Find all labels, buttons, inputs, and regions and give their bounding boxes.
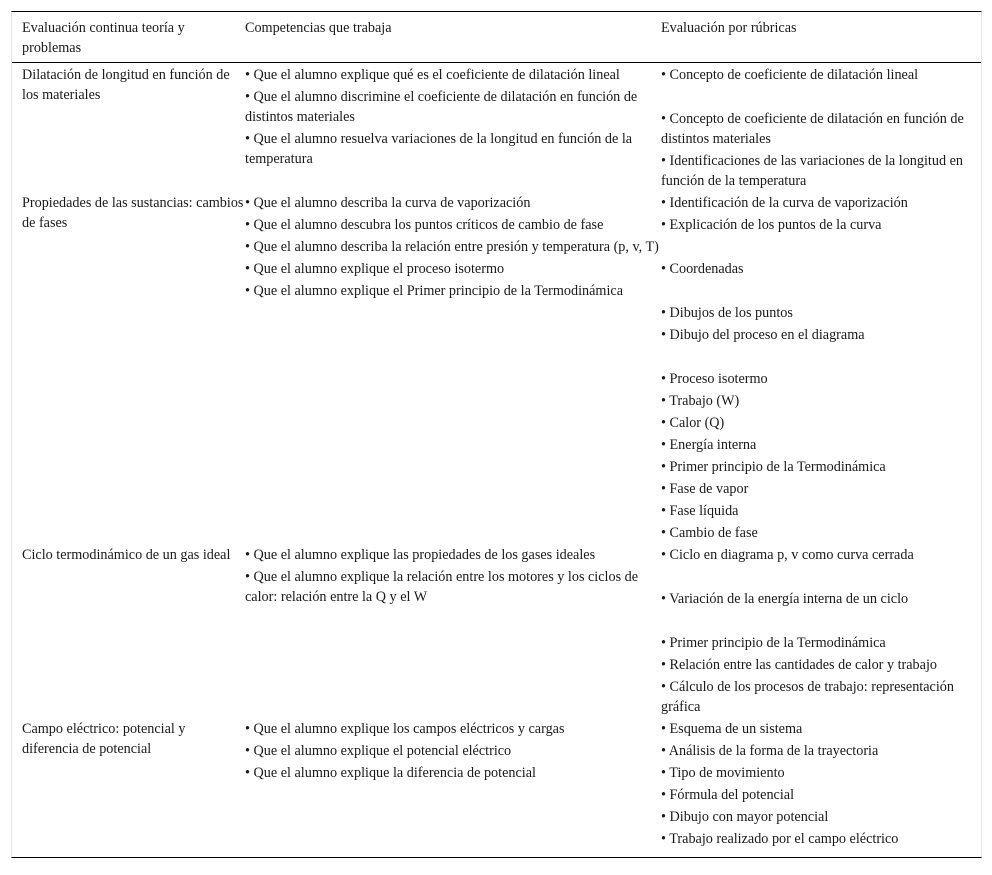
rubric-item: • Calor (Q)	[661, 415, 725, 431]
competency-item: • Que el alumno descubra los puntos críticos de cambio de fase	[245, 217, 604, 233]
competency-item: • Que el alumno explique la relación entre los motores y los ciclos de calor: relación entre la Q y el W	[245, 569, 639, 605]
rubric-item: • Esquema de un sistema	[661, 721, 803, 737]
header-rubricas: Evaluación por rúbricas	[661, 20, 797, 36]
rubric-item: • Dibujo con mayor potencial	[661, 809, 829, 825]
row-topic: Ciclo termodinámico de un gas ideal	[22, 547, 231, 563]
competency-item: • Que el alumno explique el proceso isotermo	[245, 261, 505, 277]
rubric-item: • Identificación de la curva de vaporización	[661, 195, 908, 211]
competency-item: • Que el alumno explique las propiedades de los gases ideales	[245, 547, 596, 563]
rubric-item: • Variación de la energía interna de un ciclo	[661, 591, 909, 607]
rubric-item: • Explicación de los puntos de la curva	[661, 217, 882, 233]
rubric-item: • Análisis de la forma de la trayectoria	[661, 743, 879, 759]
competency-item: • Que el alumno describa la curva de vaporización	[245, 195, 531, 211]
rubric-item: • Proceso isotermo	[661, 371, 768, 387]
rubric-item: • Trabajo (W)	[661, 393, 740, 409]
rubric-item: • Fórmula del potencial	[661, 787, 795, 803]
rubric-item: • Dibujos de los puntos	[661, 305, 793, 321]
table-row	[12, 193, 981, 545]
rubric-item: • Energía interna	[661, 437, 757, 453]
rubric-item: • Relación entre las cantidades de calor y trabajo	[661, 657, 937, 673]
competency-item: • Que el alumno explique qué es el coeficiente de dilatación lineal	[245, 67, 620, 83]
header-evaluacion-continua: Evaluación continua teoría y problemas	[22, 20, 185, 56]
competency-item: • Que el alumno describa la relación entre presión y temperatura (p, v, T)	[245, 239, 659, 255]
rubric-item: • Coordenadas	[661, 261, 744, 277]
row-topic: Dilatación de longitud en función de los materiales	[22, 67, 230, 103]
rubric-item: • Dibujo del proceso en el diagrama	[661, 327, 865, 343]
competency-item: • Que el alumno discrimine el coeficiente de dilatación en función de distintos materiales	[245, 89, 638, 125]
rubric-item: • Ciclo en diagrama p, v como curva cerrada	[661, 547, 914, 563]
rubric-item: • Identificaciones de las variaciones de la longitud en función de la temperatura	[661, 153, 964, 189]
rubric-item: • Fase líquida	[661, 503, 739, 519]
competency-item: • Que el alumno explique la diferencia de potencial	[245, 765, 536, 781]
rubric-table	[11, 11, 982, 858]
rubric-item: • Cambio de fase	[661, 525, 758, 541]
table-header	[12, 12, 981, 63]
rubric-item: • Concepto de coeficiente de dilatación en función de distintos materiales	[661, 111, 964, 147]
competency-item: • Que el alumno explique el Primer principio de la Termodinámica	[245, 283, 623, 299]
row-topic: Campo eléctrico: potencial y diferencia de potencial	[22, 721, 186, 757]
rubric-item: • Fase de vapor	[661, 481, 749, 497]
rubric-item: • Primer principio de la Termodinámica	[661, 459, 886, 475]
rubric-item: • Tipo de movimiento	[661, 765, 785, 781]
rubric-item: • Trabajo realizado por el campo eléctrico	[661, 831, 899, 847]
header-competencias: Competencias que trabaja	[245, 20, 392, 36]
rubric-item: • Primer principio de la Termodinámica	[661, 635, 886, 651]
table-row	[12, 719, 981, 851]
row-topic: Propiedades de las sustancias: cambios de fases	[22, 195, 244, 231]
table-body	[12, 63, 981, 857]
competency-item: • Que el alumno explique el potencial eléctrico	[245, 743, 512, 759]
table-row	[12, 545, 981, 719]
table-row	[12, 65, 981, 193]
rubric-item: • Cálculo de los procesos de trabajo: representación gráfica	[661, 679, 954, 715]
rubric-item: • Concepto de coeficiente de dilatación lineal	[661, 67, 919, 83]
competency-item: • Que el alumno resuelva variaciones de la longitud en función de la temperatura	[245, 131, 633, 167]
competency-item: • Que el alumno explique los campos eléctricos y cargas	[245, 721, 565, 737]
